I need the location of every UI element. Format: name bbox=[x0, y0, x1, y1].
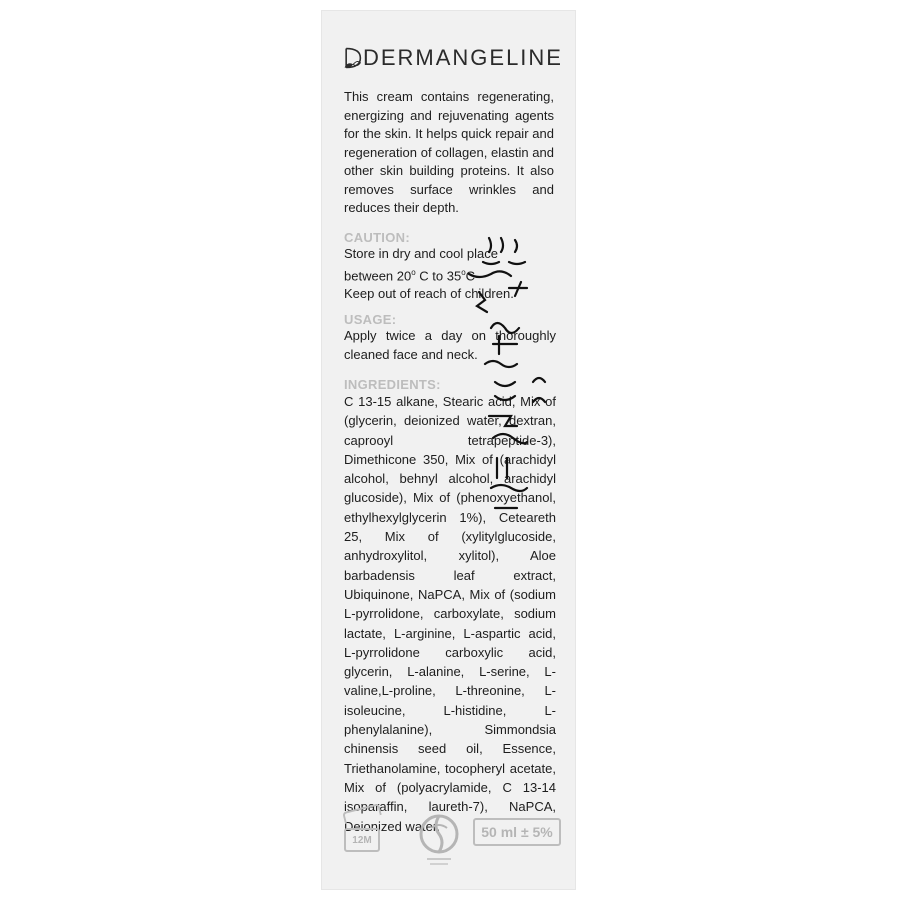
product-box-panel bbox=[321, 10, 576, 890]
volume-badge: 50 ml ± 5% bbox=[473, 818, 561, 846]
ingredients-heading: INGREDIENTS: bbox=[344, 377, 441, 392]
caution-line-3: Keep out of reach of children. bbox=[344, 286, 514, 302]
period-after-opening-icon bbox=[343, 812, 383, 858]
caution-temp-max: C to 35 bbox=[415, 267, 462, 283]
pao-label: 12M bbox=[352, 834, 372, 846]
caution-section bbox=[344, 230, 556, 304]
ingredients-list: C 13-15 alkane, Stearic acid, Mix of (glycerin, deionized water, dextran, caprooyl tetrapeptide-3), Dimethicone 350, Mix of (arachidyl alcohol, behnyl alcohol, arachidyl glucoside), Mix of (phenoxyethanol, ethylhexylglycerin 1%), Ceteareth 25, Mix of (xylitylglucoside, anhydroxylitol, xylitol), Aloe barbadensis leaf extract, Ubiquinone, NaPCA, Mix of (sodium L-pyrrolidone, carboxylate, sodium lactate, L-arginine, L-aspartic acid, L-pyrrolidone carboxylic acid, glycerin, L-alanine, L-serine, L-valine,L-proline, L-threonine, L-isoleucine, L-histidine, L-phenylalanine), Simmondsia chinensis seed oil, Essence, Triethanolamine, tocopheryl acetate, Mix of (polyacrylamide, C 13-14 isoparaffin, laureth-7), NaPCA, Deionized water. bbox=[344, 394, 556, 834]
brand-name: DERMANGELINE bbox=[362, 45, 563, 70]
caution-temp-unit: C bbox=[465, 267, 476, 283]
product-description: This cream contains regenerating, energizing and rejuvenating agents for the skin. It helps quick repair and regeneration of collagen, elastin and other skin building proteins. It also removes surface wrinkles and reduces their depth. bbox=[344, 89, 554, 215]
caution-line-2: between 20$^o$ C to 35$^o$C bbox=[344, 267, 476, 283]
brand-logo bbox=[343, 38, 563, 78]
leaf-d-logo-icon bbox=[343, 40, 362, 76]
usage-heading: USAGE: bbox=[344, 312, 397, 327]
health-certification-logo-icon bbox=[417, 810, 461, 868]
caution-line-1: Store in dry and cool place bbox=[344, 246, 498, 261]
caution-temp-min: between 20 bbox=[344, 267, 412, 283]
footer-symbols bbox=[343, 810, 558, 870]
usage-text: Apply twice a day on thoroughly cleaned face and neck. bbox=[344, 328, 556, 362]
caution-heading: CAUTION: bbox=[344, 230, 410, 245]
ingredients-section bbox=[344, 377, 556, 836]
jar-body bbox=[344, 828, 380, 852]
usage-section bbox=[344, 312, 556, 364]
